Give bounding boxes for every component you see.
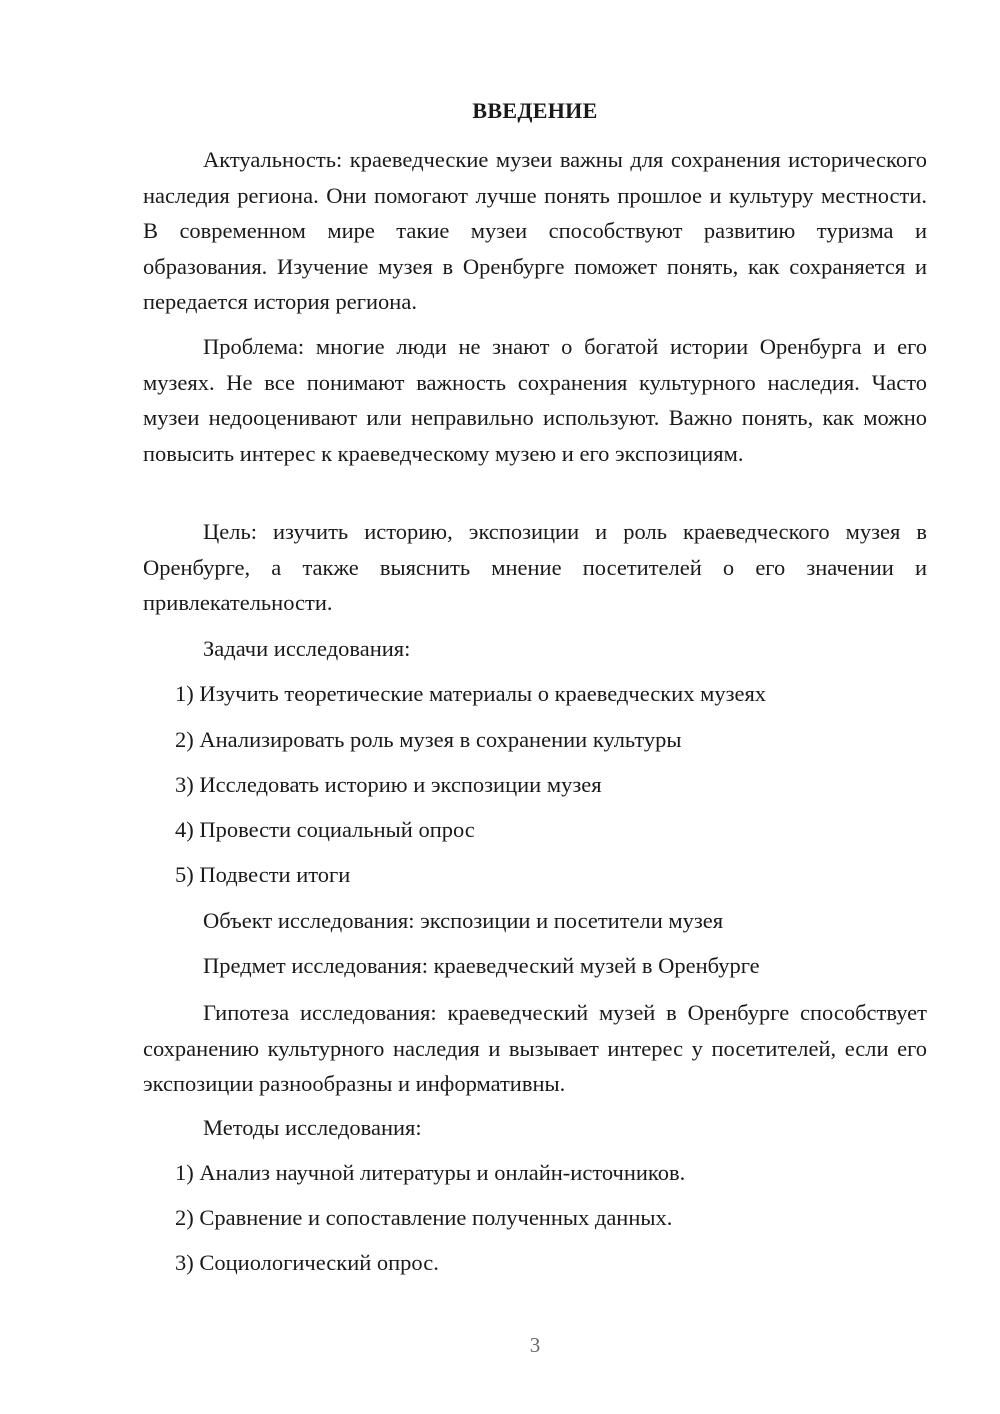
goal-paragraph: Цель: изучить историю, экспозиции и роль краеведческого музея в Оренбурге, а также выяснить мнение посетителей о его значении и привлекательности. (143, 519, 927, 615)
task-item: 3) Исследовать историю и экспозиции музея (175, 772, 602, 797)
tasks-heading: Задачи исследования: (203, 636, 411, 661)
page-number: 3 (529, 1333, 541, 1357)
task-item: 4) Провести социальный опрос (175, 817, 475, 842)
task-item: 2) Анализировать роль музея в сохранении культуры (175, 727, 682, 752)
hypothesis-paragraph: Гипотеза исследования: краеведческий музей в Оренбурге способствует сохранению культурного наследия и вызывает интерес у посетителей, если его экспозиции разнообразны и информативны. (143, 1000, 927, 1096)
method-item: 2) Сравнение и сопоставление полученных данных. (175, 1205, 673, 1230)
research-subject: Предмет исследования: краеведческий музей в Оренбурге (203, 953, 760, 978)
method-item: 1) Анализ научной литературы и онлайн-источников. (175, 1160, 686, 1185)
page-title: ВВЕДЕНИЕ (472, 98, 598, 123)
methods-heading: Методы исследования: (203, 1115, 422, 1140)
problem-paragraph: Проблема: многие люди не знают о богатой истории Оренбурга и его музеях. Не все понимают важность сохранения культурного наследия. Часто музеи недооценивают или неправильно используют. Важно понять, как можно повысить интерес к краеведческому музею и его экспозициям. (143, 334, 927, 466)
task-item: 1) Изучить теоретические материалы о краеведческих музеях (175, 681, 767, 706)
research-object: Объект исследования: экспозиции и посетители музея (203, 908, 724, 933)
task-item: 5) Подвести итоги (175, 862, 351, 887)
relevance-paragraph: Актуальность: краеведческие музеи важны для сохранения исторического наследия региона. Они помогают лучше понять прошлое и культуру местности. В современном мире такие музеи способствуют развитию туризма и образования. Изучение музея в Оренбурге поможет понять, как сохраняется и передается история региона. (143, 147, 927, 314)
method-item: 3) Социологический опрос. (175, 1250, 439, 1275)
